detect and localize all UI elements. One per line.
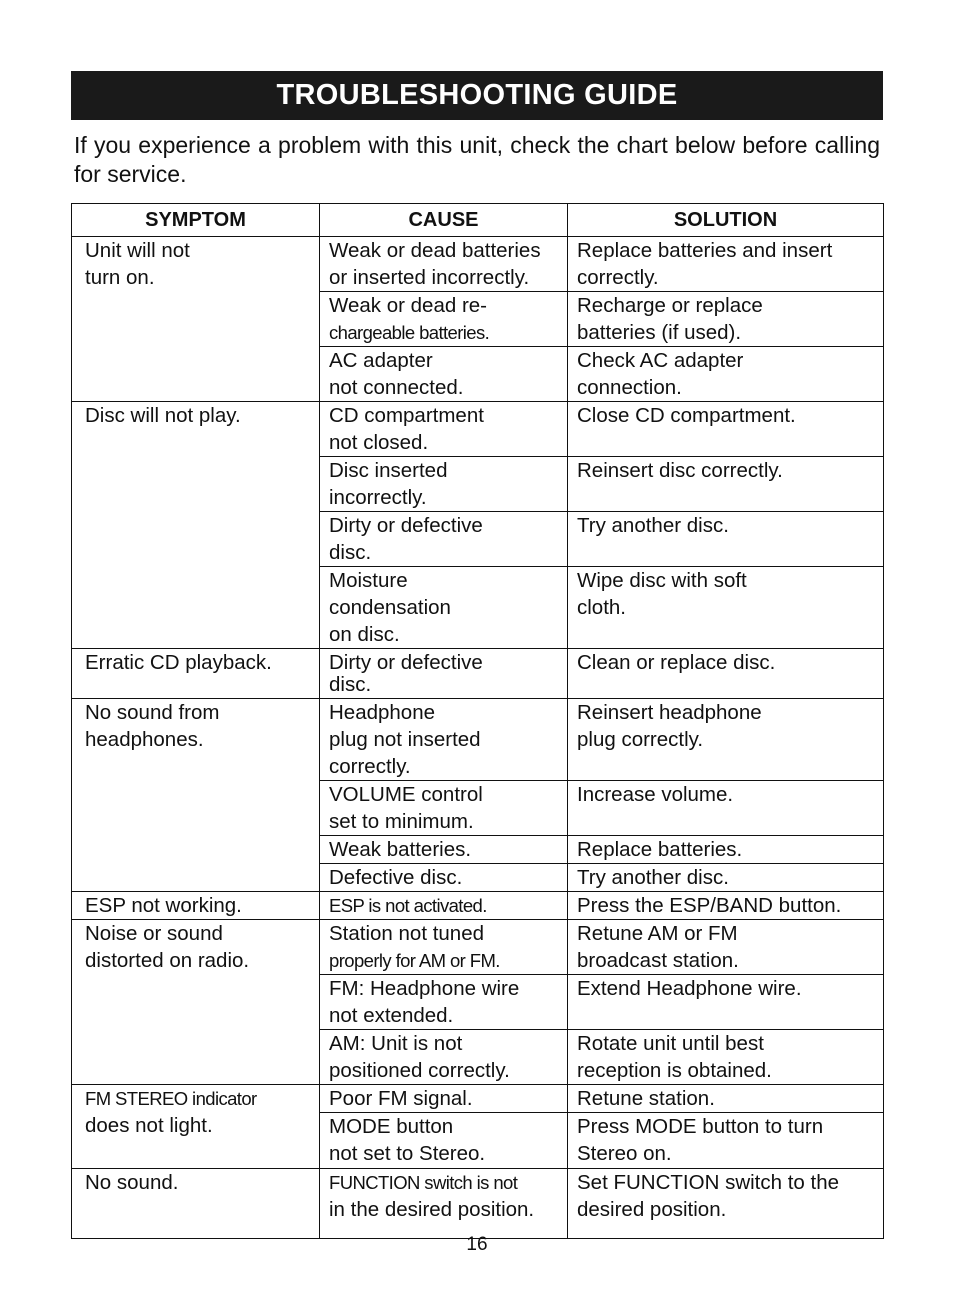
cause-line: in the desired position. <box>329 1198 535 1221</box>
symptom-line: No sound. <box>85 1171 179 1194</box>
cause-line: AC adapter <box>329 349 433 372</box>
solution-cell <box>568 347 884 402</box>
solution-cell <box>568 1169 884 1239</box>
cause-cell <box>320 699 568 781</box>
solution-line: desired position. <box>577 1198 727 1221</box>
cause-line: positioned correctly. <box>329 1059 510 1082</box>
symptom-line: distorted on radio. <box>85 949 250 972</box>
cause-line: plug not inserted <box>329 728 481 751</box>
table-row <box>72 1085 884 1113</box>
table-row <box>72 699 884 781</box>
cause-line: disc. <box>329 673 372 696</box>
cause-line: not connected. <box>329 376 464 399</box>
solution-line: Replace batteries and insert <box>577 239 833 262</box>
cause-cell <box>320 1169 568 1239</box>
symptom-line: FM STEREO indicator <box>85 1088 257 1109</box>
cause-cell <box>320 649 568 699</box>
solution-cell <box>568 512 884 567</box>
table-row <box>72 402 884 457</box>
intro-paragraph: If you experience a problem with this unit, check the chart below before calling for service. <box>74 132 880 187</box>
solution-line: reception is obtained. <box>577 1059 772 1082</box>
solution-line: Clean or replace disc. <box>577 651 776 674</box>
table-row <box>72 892 884 920</box>
solution-cell <box>568 1085 884 1113</box>
symptom-cell <box>72 1169 320 1239</box>
table-header-row <box>72 204 884 237</box>
cause-cell <box>320 781 568 836</box>
symptom-line: No sound from <box>85 701 220 724</box>
solution-cell <box>568 892 884 920</box>
cause-line: correctly. <box>329 755 411 778</box>
table-row <box>72 237 884 292</box>
cause-line: chargeable batteries. <box>329 322 490 343</box>
symptom-cell <box>72 920 320 1085</box>
cause-cell <box>320 836 568 864</box>
cause-line: Moisture <box>329 569 408 592</box>
cause-cell <box>320 1113 568 1169</box>
solution-cell <box>568 402 884 457</box>
solution-cell <box>568 1113 884 1169</box>
cause-cell <box>320 402 568 457</box>
cause-line: set to minimum. <box>329 810 474 833</box>
cause-line: Weak batteries. <box>329 838 472 861</box>
solution-line: connection. <box>577 376 682 399</box>
solution-line: Extend Headphone wire. <box>577 977 802 1000</box>
cause-line: Poor FM signal. <box>329 1087 473 1110</box>
symptom-line: Erratic CD playback. <box>85 651 272 674</box>
solution-cell <box>568 567 884 649</box>
symptom-line: Noise or sound <box>85 922 223 945</box>
solution-line: Wipe disc with soft <box>577 569 747 592</box>
solution-line: Try another disc. <box>577 866 729 889</box>
page-title: TROUBLESHOOTING GUIDE <box>71 71 883 120</box>
cause-line: FM: Headphone wire <box>329 977 520 1000</box>
cause-line: or inserted incorrectly. <box>329 266 530 289</box>
cause-line: not closed. <box>329 431 429 454</box>
cause-line: Disc inserted <box>329 459 448 482</box>
solution-line: Set FUNCTION switch to the <box>577 1171 840 1194</box>
header-cause: CAUSE <box>320 204 568 237</box>
cause-cell <box>320 864 568 892</box>
symptom-line: ESP not working. <box>85 894 242 917</box>
solution-cell <box>568 699 884 781</box>
cause-line: Defective disc. <box>329 866 463 889</box>
solution-cell <box>568 237 884 292</box>
cause-line: incorrectly. <box>329 486 427 509</box>
solution-line: Retune station. <box>577 1087 715 1110</box>
cause-cell <box>320 892 568 920</box>
cause-line: Headphone <box>329 701 436 724</box>
symptom-cell <box>72 237 320 402</box>
solution-cell <box>568 836 884 864</box>
symptom-line: Disc will not play. <box>85 404 241 427</box>
solution-line: Try another disc. <box>577 514 729 537</box>
solution-line: Replace batteries. <box>577 838 743 861</box>
symptom-cell <box>72 892 320 920</box>
solution-cell <box>568 457 884 512</box>
symptom-cell <box>72 649 320 699</box>
solution-line: Rotate unit until best <box>577 1032 764 1055</box>
cause-line: condensation <box>329 596 451 619</box>
cause-cell <box>320 347 568 402</box>
solution-line: Reinsert headphone <box>577 701 762 724</box>
solution-cell <box>568 975 884 1030</box>
solution-line: plug correctly. <box>577 728 704 751</box>
cause-line: properly for AM or FM. <box>329 950 500 971</box>
cause-cell <box>320 975 568 1030</box>
solution-cell <box>568 781 884 836</box>
cause-line: Station not tuned <box>329 922 485 945</box>
cause-line: CD compartment <box>329 404 484 427</box>
cause-line: Weak or dead re- <box>329 294 488 317</box>
cause-cell <box>320 292 568 347</box>
troubleshooting-table <box>71 203 884 1239</box>
table-row <box>72 649 884 699</box>
symptom-line: turn on. <box>85 266 155 289</box>
header-symptom: SYMPTOM <box>72 204 320 237</box>
cause-line: not set to Stereo. <box>329 1142 486 1165</box>
cause-cell <box>320 512 568 567</box>
symptom-line: headphones. <box>85 728 204 751</box>
cause-cell <box>320 457 568 512</box>
table-row <box>72 920 884 975</box>
cause-line: Dirty or defective <box>329 514 483 537</box>
solution-line: Close CD compartment. <box>577 404 796 427</box>
cause-line: not extended. <box>329 1004 454 1027</box>
cause-line: AM: Unit is not <box>329 1032 463 1055</box>
page-number: 16 <box>466 1234 488 1255</box>
solution-line: Check AC adapter <box>577 349 744 372</box>
cause-cell <box>320 237 568 292</box>
solution-line: Retune AM or FM <box>577 922 738 945</box>
solution-line: broadcast station. <box>577 949 739 972</box>
cause-line: VOLUME control <box>329 783 483 806</box>
cause-cell <box>320 1030 568 1085</box>
symptom-line: does not light. <box>85 1114 213 1137</box>
symptom-cell <box>72 402 320 649</box>
solution-cell <box>568 864 884 892</box>
cause-cell <box>320 920 568 975</box>
solution-cell <box>568 292 884 347</box>
solution-cell <box>568 920 884 975</box>
cause-line: MODE button <box>329 1115 454 1138</box>
header-solution: SOLUTION <box>568 204 884 237</box>
solution-line: Increase volume. <box>577 783 734 806</box>
cause-cell <box>320 567 568 649</box>
cause-line: disc. <box>329 541 372 564</box>
solution-line: Recharge or replace <box>577 294 763 317</box>
symptom-cell <box>72 699 320 892</box>
symptom-cell <box>72 1085 320 1169</box>
cause-line: FUNCTION switch is not <box>329 1172 518 1193</box>
solution-line: correctly. <box>577 266 659 289</box>
solution-line: cloth. <box>577 596 626 619</box>
cause-line: on disc. <box>329 623 400 646</box>
table-row <box>72 1169 884 1239</box>
cause-cell <box>320 1085 568 1113</box>
solution-line: Reinsert disc correctly. <box>577 459 783 482</box>
solution-line: Stereo on. <box>577 1142 672 1165</box>
cause-line: ESP is not activated. <box>329 895 487 916</box>
cause-line: Dirty or defective <box>329 651 483 674</box>
cause-line: Weak or dead batteries <box>329 239 541 262</box>
solution-line: Press the ESP/BAND button. <box>577 894 842 917</box>
solution-line: Press MODE button to turn <box>577 1115 824 1138</box>
solution-cell <box>568 1030 884 1085</box>
solution-line: batteries (if used). <box>577 321 742 344</box>
solution-cell <box>568 649 884 699</box>
symptom-line: Unit will not <box>85 239 190 262</box>
